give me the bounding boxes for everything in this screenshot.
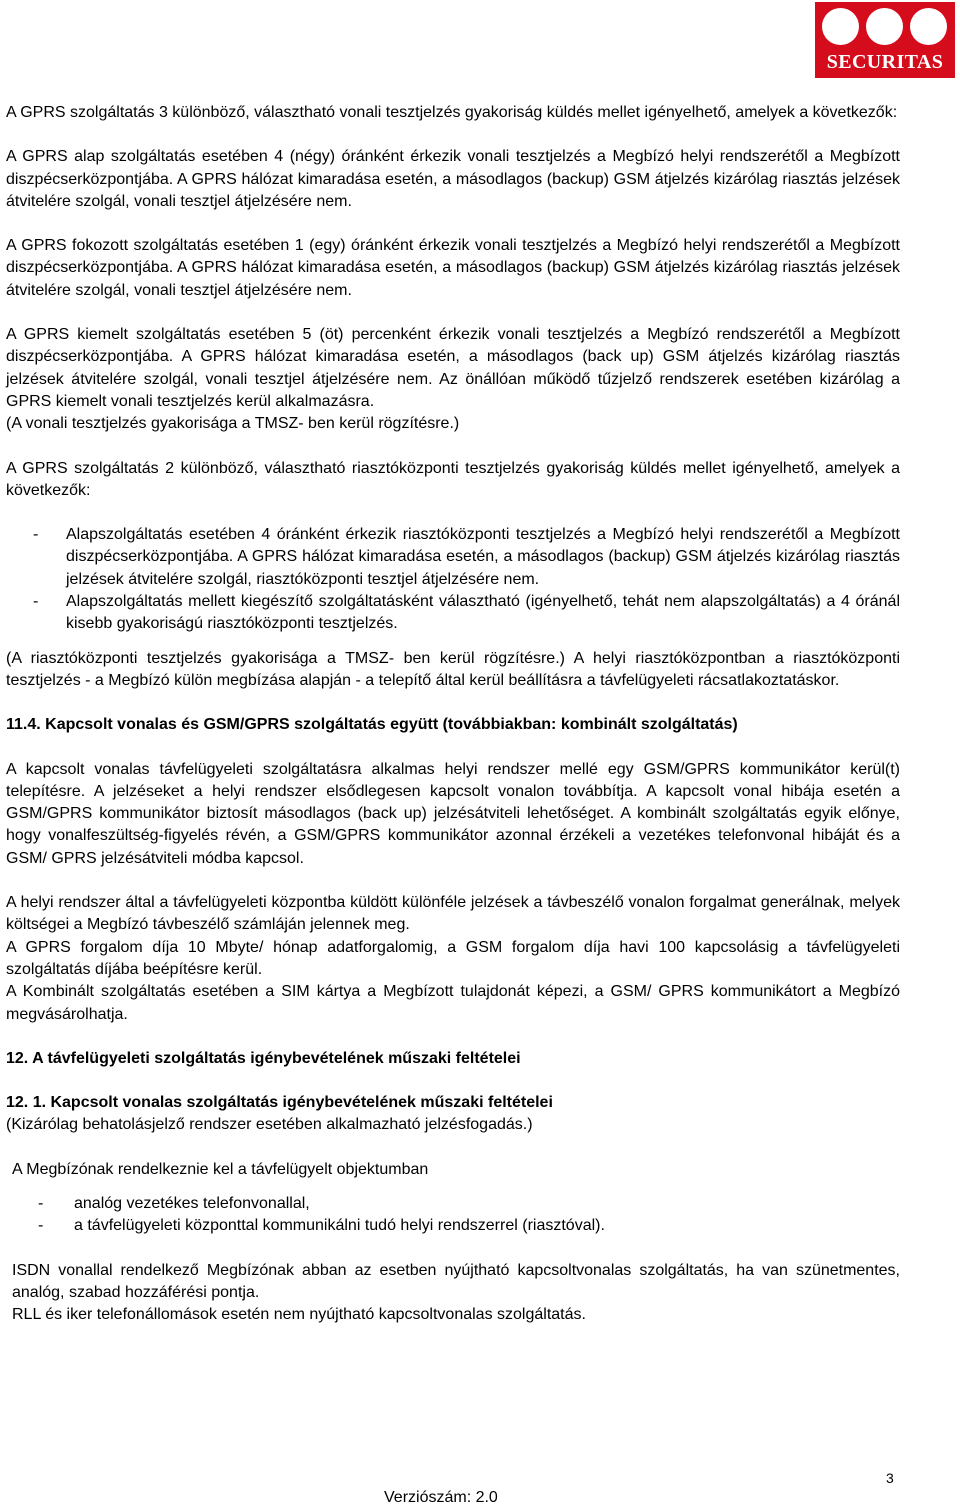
heading-12: 12. A távfelügyeleti szolgáltatás igénybevételének műszaki feltételei xyxy=(6,1049,521,1067)
paragraph-alarm-test-note: (A riasztóközponti tesztjelzés gyakorisága a TMSZ- ben kerül rögzítésre.) A helyi riasztóközpontban a riasztóközponti tesztjelzés - a Megbízó külön megbízása alapján - a telepítő által kerül beállításra a távfelügyeleti rácsatlakoztatáskor. xyxy=(6,649,900,689)
paragraph-rll: RLL és iker telefonállomások esetén nem nyújtható kapcsoltvonalas szolgáltatás. xyxy=(12,1306,586,1324)
heading-12-1: 12. 1. Kapcsolt vonalas szolgáltatás igénybevételének műszaki feltételei xyxy=(6,1094,553,1112)
logo-dot-icon xyxy=(866,8,903,45)
paragraph-sim-ownership: A Kombinált szolgáltatás esetében a SIM kártya a Megbízott tulajdonát képezi, a GSM/ GPRS kommunikátort a Megbízó megvásárolhatja. xyxy=(6,983,900,1023)
logo-dot-icon xyxy=(910,8,947,45)
paragraph-gprs-basic: A GPRS alap szolgáltatás esetében 4 (négy) óránként érkezik vonali tesztjelzés a Megbízó helyi rendszerétől a Megbízott diszpécserközpontjába. A GPRS hálózat kimaradása esetén, a másodlagos (backup) GSM átjelzés kizárólag riasztás jelzések átvitelére szolgál, vonali tesztjel átjelzésére nem. xyxy=(6,148,900,210)
alarm-test-options-list xyxy=(6,524,900,635)
paragraph-combined-service: A kapcsolt vonalas távfelügyeleti szolgáltatásra alkalmas helyi rendszer mellé egy GSM/GPRS kommunikátor kerül(t) telepítésre. A jelzéseket a helyi rendszer elsődlegesen kapcsolt vonalon továbbítja. A kapcsolt vonal hibája esetén a GSM/GPRS kommunikátor biztosít másodlagos (back up) jelzésátviteli lehetőséget. A kombinált szolgáltatás egyik előnye, hogy vonalfeszültség-figyelés révén, a GSM/GPRS kommunikátor azonnal érzékeli a vezetékes telefonvonal hibáját és a GSM/ GPRS jelzésátviteli módba kapcsol. xyxy=(6,760,900,867)
paragraph-gprs-intro: A GPRS szolgáltatás 3 különböző, választható vonali tesztjelzés gyakoriság küldés mellet igényelhető, amelyek a következők: xyxy=(6,104,898,121)
page-number: 3 xyxy=(886,1470,894,1486)
paragraph-intrusion-only: (Kizárólag behatolásjelző rendszer esetében alkalmazható jelzésfogadás.) xyxy=(6,1116,533,1134)
logo-dot-icon xyxy=(822,8,859,45)
paragraph-gprs-premium: A GPRS kiemelt szolgáltatás esetében 5 (öt) percenként érkezik vonali tesztjelzés a Megbízó rendszerétől a Megbízott diszpécserközpontjába. A GPRS hálózat kimaradása esetén, a másodlagos (back up) GSM átjelzés kizárólag riasztás jelzések átvitelére szolgál, vonali tesztjel átjelzésére nem. Az önállóan működő tűzjelző rendszerek esetében kizárólag a GPRS kiemelt vonali tesztjelzés kerül alkalmazásra. xyxy=(6,326,900,410)
paragraph-isdn: ISDN vonallal rendelkező Megbízónak abban az esetben nyújtható kapcsoltvonalas szolgáltatás, ha van szünetmentes, analóg, szabad hozzáférési pontja. xyxy=(12,1261,900,1301)
paragraph-requirements: A Megbízónak rendelkeznie kel a távfelügyelt objektumban xyxy=(12,1160,429,1178)
list-item: - Alapszolgáltatás mellett kiegészítő szolgáltatásként választható (igényelhető, tehát nem alapszolgáltatás) a 4 óránál kisebb gyakoriságú riasztóközponti tesztjelzés. xyxy=(6,591,900,636)
list-item: - a távfelügyeleti központtal kommunikálni tudó helyi rendszerrel (riasztóval). xyxy=(6,1215,900,1237)
securitas-logo xyxy=(815,2,955,78)
heading-11-4: 11.4. Kapcsolt vonalas és GSM/GPRS szolgáltatás együtt (továbbiakban: kombinált szolgáltatás) xyxy=(6,716,738,734)
requirements-list xyxy=(6,1193,900,1238)
version-label: Verziószám: 2.0 xyxy=(384,1489,498,1506)
document-body xyxy=(6,102,900,1326)
logo-text: SECURITAS xyxy=(826,51,944,73)
list-item: - Alapszolgáltatás esetében 4 óránként érkezik riasztóközponti tesztjelzés a Megbízó helyi rendszerétől a Megbízott diszpécserközpontjába. A GPRS hálózat kimaradása esetén, a másodlagos (backup) GSM átjelzés kizárólag riasztás jelzések átvitelére szolgál, riasztóközponti tesztjel átjelzésére nem. xyxy=(6,524,900,591)
list-item: - analóg vezetékes telefonvonallal, xyxy=(6,1193,900,1215)
paragraph-alarm-test-intro: A GPRS szolgáltatás 2 különböző, választható riasztóközponti tesztjelzés gyakoriság küldés mellet igényelhető, amelyek a következők: xyxy=(6,459,900,499)
paragraph-gprs-enhanced: A GPRS fokozott szolgáltatás esetében 1 (egy) óránként érkezik vonali tesztjelzés a Megbízó helyi rendszerétől a Megbízott diszpécserközpontjába. A GPRS hálózat kimaradása esetén, a másodlagos (backup) GSM átjelzés kizárólag riasztás jelzések átvitelére szolgál, vonali tesztjel átjelzésére nem. xyxy=(6,237,900,299)
paragraph-traffic-costs: A helyi rendszer által a távfelügyeleti központba küldött különféle jelzések a távbeszélő vonalon forgalmat generálnak, melyek költségei a Megbízó távbeszélő számláján jelennek meg. xyxy=(6,894,900,934)
paragraph-gprs-fee: A GPRS forgalom díja 10 Mbyte/ hónap adatforgalomig, a GSM forgalom díja havi 100 kapcsolásig a távfelügyeleti szolgáltatás díjába beépítésre kerül. xyxy=(6,938,900,978)
paragraph-gprs-note: (A vonali tesztjelzés gyakorisága a TMSZ- ben kerül rögzítésre.) xyxy=(6,415,460,433)
